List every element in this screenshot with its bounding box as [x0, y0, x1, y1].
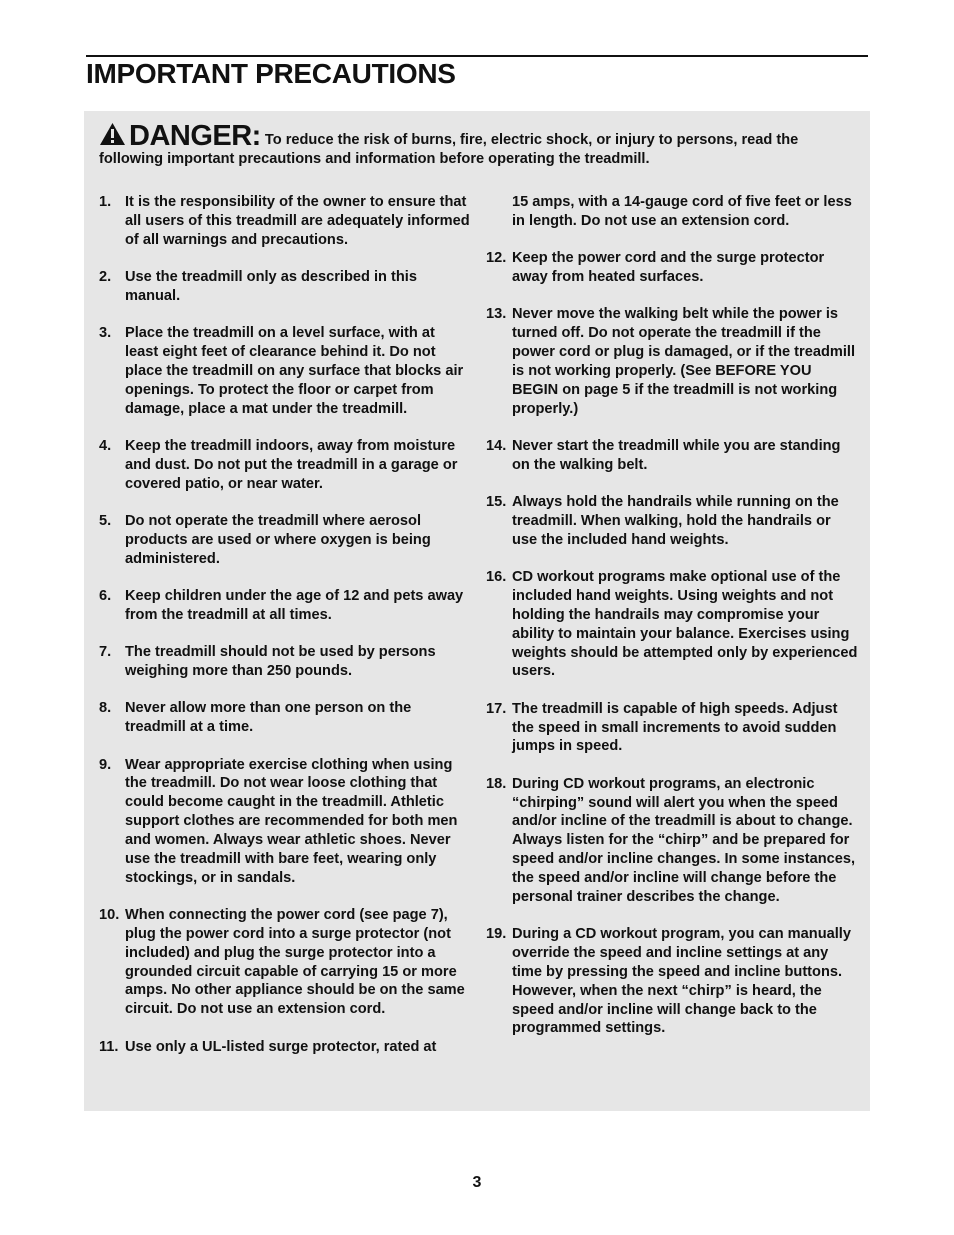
page-title: IMPORTANT PRECAUTIONS	[86, 58, 456, 89]
item-text: Keep the power cord and the surge protector away from heated surfaces.	[512, 250, 825, 286]
list-item	[99, 193, 471, 250]
item-text: During a CD workout program, you can manually override the speed and incline settings at any time by pressing the speed and incline buttons. However, when the next “chirp” is heard, the speed and/or incline will change back to the programmed settings.	[512, 926, 851, 1037]
item-number: 14.	[486, 437, 507, 454]
item-text: The treadmill should not be used by persons weighing more than 250 pounds.	[125, 644, 436, 680]
list-item	[486, 925, 858, 1038]
item-text: Never move the walking belt while the power is turned off. Do not operate the treadmill if the power cord or plug is damaged, or if the treadmill is not working properly. (See BEFORE YOU BEGIN on page 5 if the treadmill is not working properly.)	[512, 306, 856, 417]
item-text: Use the treadmill only as described in this manual.	[125, 269, 417, 304]
precautions-panel	[84, 111, 870, 1111]
item-text: Use only a UL-listed surge protector, rated at	[125, 1038, 437, 1055]
item-text: Always hold the handrails while running on the treadmill. When walking, hold the handrails or use the included hand weights.	[512, 494, 839, 548]
list-item	[486, 775, 858, 907]
item-number: 19.	[486, 926, 507, 943]
list-item	[99, 324, 471, 418]
danger-text: To reduce the risk of burns, fire, electric shock, or injury to persons, read the following important precautions and information before operating the treadmill.	[99, 132, 799, 167]
list-item	[486, 493, 858, 550]
item-number: 4.	[99, 437, 112, 454]
list-item	[99, 587, 471, 625]
warning-triangle-icon	[99, 122, 126, 146]
item-text: Do not operate the treadmill where aerosol products are used or where oxygen is being administered.	[125, 512, 431, 567]
item-text: The treadmill is capable of high speeds. Adjust the speed in small increments to avoid sudden jumps in speed.	[512, 700, 838, 755]
list-item	[99, 268, 471, 306]
item-number: 2.	[99, 269, 112, 286]
item-text: Wear appropriate exercise clothing when using the treadmill. Do not wear loose clothing that could become caught in the treadmill. Athletic support clothes are recommended for both men and women. Always wear athletic shoes. Never use the treadmill with bare feet, wearing only stockings, or in sandals.	[125, 756, 458, 886]
item-text: Place the treadmill on a level surface, with at least eight feet of clearance behind it. Do not place the treadmill on any surface that blocks air openings. To protect the floor or carpet from damage, place a mat under the treadmill.	[125, 325, 464, 417]
item-text: It is the responsibility of the owner to ensure that all users of this treadmill are adequately informed of all warnings and precautions.	[125, 194, 470, 248]
item-text: Never start the treadmill while you are standing on the walking belt.	[512, 437, 841, 473]
list-item	[99, 906, 471, 1019]
right-column	[486, 193, 858, 1057]
list-item	[99, 643, 471, 681]
item-number: 1.	[99, 194, 112, 210]
item-number: 18.	[486, 775, 507, 792]
item-number: 9.	[99, 756, 112, 773]
item-text: CD workout programs make optional use of the included hand weights. Using weights and not holding the handrails may compromise your ability to maintain your balance. Exercises using weights should be attempted only by experienced users.	[512, 569, 858, 680]
item-number: 17.	[486, 700, 507, 717]
item-text: During CD workout programs, an electronic “chirping” sound will alert you when the speed and/or incline of the treadmill is about to change. Always listen for the “chirp” and be prepared for speed and/or incline changes. In some instances, the speed and/or incline will change before the personal trainer describes the change.	[512, 775, 856, 905]
item-text: Keep the treadmill indoors, away from moisture and dust. Do not put the treadmill in a garage or covered patio, or near water.	[125, 437, 458, 492]
item-number: 8.	[99, 700, 112, 717]
list-item	[486, 249, 858, 287]
list-item	[99, 1038, 471, 1057]
item-number: 7.	[99, 644, 112, 661]
item-number: 12.	[486, 250, 507, 267]
item-text: When connecting the power cord (see page 7), plug the power cord into a surge protector (not included) and plug the surge protector into a grounded circuit capable of carrying 15 or more amps. No other appliance should be on the same circuit. Do not use an extension cord.	[125, 906, 465, 1018]
item-number: 11.	[99, 1038, 119, 1055]
list-item	[486, 568, 858, 681]
item-number: 3.	[99, 325, 112, 342]
left-column	[99, 193, 471, 1075]
list-item	[99, 756, 471, 888]
item-number: 5.	[99, 512, 112, 529]
list-item	[99, 512, 471, 569]
item-text: Keep children under the age of 12 and pets away from the treadmill at all times.	[125, 588, 464, 623]
item-number: 16.	[486, 569, 507, 586]
list-item	[486, 437, 858, 475]
item-number: 13.	[486, 306, 507, 323]
danger-heading: DANGER:	[129, 120, 261, 152]
item-number: 6.	[99, 588, 112, 604]
item-number: 15.	[486, 494, 507, 511]
page-number: 3	[472, 1174, 482, 1191]
list-item	[99, 699, 471, 737]
item-number: 10.	[99, 906, 120, 923]
danger-notice	[99, 122, 849, 168]
item-continuation: 15 amps, with a 14-gauge cord of five feet or less in length. Do not use an extension cord.	[512, 194, 852, 229]
list-item	[99, 437, 471, 494]
list-item	[486, 700, 858, 757]
list-item	[486, 305, 858, 418]
item-text: Never allow more than one person on the treadmill at a time.	[125, 700, 412, 736]
